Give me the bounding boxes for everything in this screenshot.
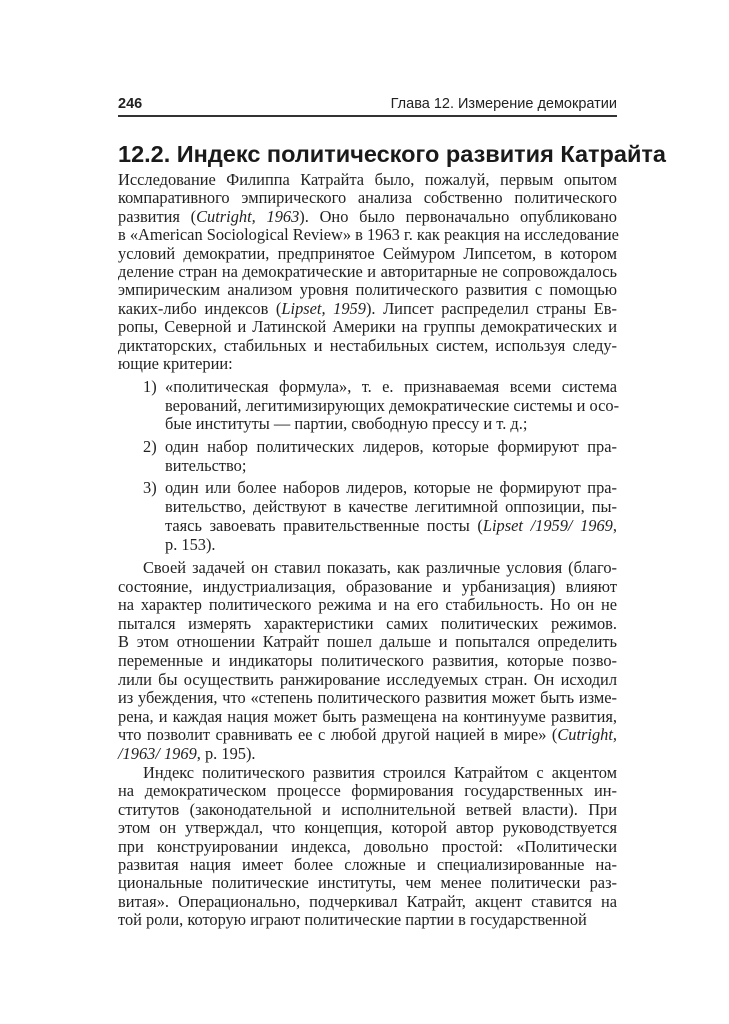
text-segment: деление стран на демократические и авторитарные не сопровождалось xyxy=(118,262,617,281)
paragraph-line xyxy=(143,558,617,578)
paragraph-line xyxy=(118,336,617,356)
text-segment: Индекс политического развития строился Катрайтом с акцентом xyxy=(143,763,617,782)
paragraph-line xyxy=(118,170,617,190)
paragraph-line xyxy=(118,855,617,875)
text-segment: на характер политического режима и на его стабильность. Но он не xyxy=(118,595,617,615)
text-segment: эмпирическим анализом уровня политического развития с помощью xyxy=(118,280,617,300)
paragraph-line xyxy=(118,354,617,374)
running-header-chapter: Глава 12. Измерение демократии xyxy=(390,96,617,112)
text-segment: той роли, которую играют политические партии в государственной xyxy=(118,910,587,930)
text-segment: бые институты — партии, свободную прессу и т. д.; xyxy=(165,414,528,433)
citation-text: /1963/ 1969 xyxy=(118,744,197,763)
text-segment: лили бы осуществить ранжирование исследуемых стран. Он исходил xyxy=(118,669,617,689)
paragraph-line xyxy=(118,873,617,893)
paragraph-line xyxy=(118,837,617,857)
text-segment: на демократическом процессе формирования государственных ин- xyxy=(118,781,617,801)
paragraph-line xyxy=(118,244,617,264)
paragraph-line xyxy=(118,188,617,208)
text-segment: ). Липсет распределил страны Ев- xyxy=(365,298,617,318)
list-item-line xyxy=(165,456,617,476)
text-segment: этом он утверждал, что концепция, которой автор руководствуется xyxy=(118,818,617,838)
text-segment: ). Оно было первоначально опубликовано xyxy=(299,206,617,226)
list-item-line xyxy=(165,497,617,517)
text-segment: пытался измерять характеристики самих политических режимов. xyxy=(118,613,617,633)
paragraph-line xyxy=(118,595,617,615)
text-segment: вительство; xyxy=(165,456,247,475)
text-segment: состояние, индустриализация, образование и урбанизация) влияют xyxy=(118,576,617,596)
list-item-number: 1) xyxy=(143,377,157,396)
text-segment: что позволит сравнивать ее с любой другой нацией в мире» ( xyxy=(118,725,558,745)
text-segment: ропы, Северной и Латинской Америки на группы демократических и xyxy=(118,317,617,337)
text-segment: развития ( xyxy=(118,206,197,226)
paragraph-line xyxy=(118,280,617,300)
paragraph-line xyxy=(118,800,617,820)
paragraph-line xyxy=(118,670,617,690)
text-segment: Своей задачей он ставил показать, как различные условия (благо- xyxy=(143,558,617,577)
text-segment: верований, легитимизирующих демократические системы и осо- xyxy=(165,395,620,415)
text-segment: при конструировании индекса, довольно простой: «Политически xyxy=(118,836,617,856)
text-segment: ститутов (законодательной и исполнительной ветвей власти). При xyxy=(118,799,617,819)
citation-text: Cutright, 1963 xyxy=(196,206,300,226)
text-segment: каких-либо индексов ( xyxy=(118,298,282,318)
paragraph-line xyxy=(118,818,617,838)
text-segment: ющие критерии: xyxy=(118,354,233,373)
citation-text: Lipset, 1959 xyxy=(281,298,366,318)
paragraph-line xyxy=(118,299,617,319)
list-item-line xyxy=(165,516,617,536)
text-segment: таясь завоевать правительственные посты ( xyxy=(165,516,483,535)
text-segment: p. 153). xyxy=(165,535,216,554)
paragraph-line xyxy=(118,262,617,282)
text-segment: один набор политических лидеров, которые формируют пра- xyxy=(165,437,617,456)
citation-text: Lipset /1959/ 1969 xyxy=(482,516,613,535)
text-segment: один или более наборов лидеров, которые не формируют пра- xyxy=(165,478,617,497)
page-number: 246 xyxy=(118,96,143,112)
paragraph-line xyxy=(118,744,617,764)
paragraph-line xyxy=(118,707,617,727)
paragraph-line xyxy=(118,781,617,801)
text-segment: Исследование Филиппа Катрайта было, пожалуй, первым опытом xyxy=(118,170,617,189)
text-segment: в «American Sociological Review» в 1963 г. как реакция на исследование xyxy=(118,225,619,245)
list-item-line xyxy=(165,437,617,457)
text-segment: переменные и индикаторы политического развития, которые позво- xyxy=(118,651,617,670)
text-segment: , p. 195). xyxy=(196,744,256,763)
paragraph-line xyxy=(118,688,617,708)
text-segment: диктаторских, стабильных и нестабильных систем, используя следу- xyxy=(118,335,617,355)
paragraph-line xyxy=(118,225,617,245)
list-item-line xyxy=(165,478,617,498)
section-title: 12.2. Индекс политического развития Катрайта xyxy=(118,141,666,167)
text-segment: условий демократии, предпринятое Сеймуром Липсетом, в котором xyxy=(118,243,617,263)
paragraph-line xyxy=(118,632,617,652)
paragraph-line xyxy=(118,910,617,930)
text-segment: компаративного эмпирического анализа собственно политического xyxy=(118,188,617,208)
paragraph-line xyxy=(118,577,617,597)
citation-text: Cutright, xyxy=(557,725,617,745)
text-segment: вительство, действуют в качестве легитимной оппозиции, пы- xyxy=(165,497,617,516)
text-segment: , xyxy=(612,516,617,535)
paragraph-line xyxy=(118,207,617,227)
header-rule xyxy=(118,115,617,117)
list-item-number: 2) xyxy=(143,437,157,456)
text-segment: развитая нация имеет более сложные и специализированные на- xyxy=(118,855,617,874)
text-segment: рена, и каждая нация может быть размещена на континууме развития, xyxy=(118,706,617,726)
text-segment: циональные политические институты, чем менее политически раз- xyxy=(118,873,617,893)
text-segment: «политическая формула», т. е. признаваемая всеми система xyxy=(165,377,617,396)
text-segment: витая». Операционально, подчеркивал Катрайт, акцент ставится на xyxy=(118,891,617,911)
paragraph-line xyxy=(118,614,617,634)
list-item-line xyxy=(165,535,617,555)
text-segment: из убеждения, что «степень политического развития может быть изме- xyxy=(118,688,617,708)
list-item-line xyxy=(165,395,620,416)
list-item-number: 3) xyxy=(143,478,157,497)
paragraph-line xyxy=(118,317,617,337)
paragraph-line xyxy=(118,892,617,912)
paragraph-line xyxy=(143,763,617,783)
paragraph-line xyxy=(118,725,617,745)
list-item-line xyxy=(165,414,617,434)
text-segment: В этом отношении Катрайт пошел дальше и попытался определить xyxy=(118,632,617,652)
paragraph-line xyxy=(118,651,617,671)
list-item-line xyxy=(165,377,617,397)
